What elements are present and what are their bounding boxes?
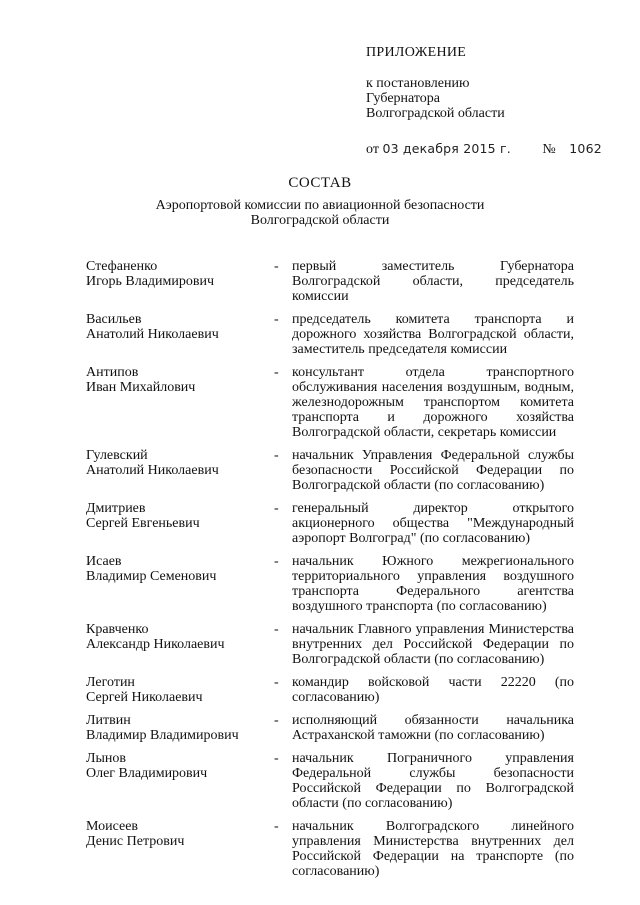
member-given-name: Сергей Николаевич bbox=[86, 690, 203, 705]
member-row bbox=[86, 554, 574, 614]
subtitle-line: Волгоградской области bbox=[250, 213, 390, 228]
member-surname: Исаев bbox=[86, 554, 122, 569]
member-name bbox=[86, 713, 274, 743]
members-list bbox=[86, 259, 574, 879]
member-role: начальник Главного управления Министерства внутренних дел Российской Федерации по Волгоградской области (по согласованию) bbox=[292, 622, 574, 667]
member-dash: - bbox=[274, 259, 279, 274]
member-given-name: Владимир Семенович bbox=[86, 569, 217, 584]
member-role: генеральный директор открытого акционерного общества "Международный аэропорт Волгоград" (по согласованию) bbox=[292, 501, 574, 546]
member-surname: Стефаненко bbox=[86, 259, 158, 274]
member-given-name: Александр Николаевич bbox=[86, 637, 225, 652]
appendix-block bbox=[366, 45, 616, 157]
member-given-name: Олег Владимирович bbox=[86, 766, 208, 781]
appendix-heading: ПРИЛОЖЕНИЕ bbox=[366, 45, 467, 60]
member-dash: - bbox=[274, 622, 279, 637]
member-name bbox=[86, 448, 274, 478]
member-role: начальник Южного межрегионального территориального управления воздушного транспорта Федерального агентства воздушного транспорта (по согласованию) bbox=[292, 554, 574, 614]
member-given-name: Анатолий Николаевич bbox=[86, 463, 219, 478]
member-row bbox=[86, 365, 574, 440]
member-row bbox=[86, 259, 574, 304]
member-dash: - bbox=[274, 501, 279, 516]
appendix-line: к постановлению bbox=[366, 76, 470, 91]
member-dash: - bbox=[274, 751, 279, 766]
member-dash: - bbox=[274, 819, 279, 834]
member-name bbox=[86, 259, 274, 289]
number-value: 1062 bbox=[569, 141, 602, 156]
member-surname: Леготин bbox=[86, 675, 135, 690]
member-row bbox=[86, 622, 574, 667]
member-surname: Васильев bbox=[86, 312, 142, 327]
subtitle-line: Аэропортовой комиссии по авиационной безопасности bbox=[155, 198, 485, 213]
member-name bbox=[86, 365, 274, 395]
member-row bbox=[86, 713, 574, 743]
member-dash: - bbox=[274, 675, 279, 690]
member-given-name: Иван Михайлович bbox=[86, 380, 196, 395]
member-row bbox=[86, 312, 574, 357]
member-name bbox=[86, 312, 274, 342]
member-surname: Дмитриев bbox=[86, 501, 146, 516]
member-surname: Литвин bbox=[86, 713, 131, 728]
member-row bbox=[86, 448, 574, 493]
appendix-date-line bbox=[366, 141, 616, 157]
member-surname: Кравченко bbox=[86, 622, 149, 637]
member-role: командир войсковой части 22220 (по согласованию) bbox=[292, 675, 574, 705]
member-row bbox=[86, 819, 574, 879]
member-surname: Гулевский bbox=[86, 448, 148, 463]
document-subtitle bbox=[0, 198, 640, 228]
member-role: начальник Волгоградского линейного управления Министерства внутренних дел Российской Федерации на транспорте (по согласованию) bbox=[292, 819, 574, 879]
member-role: председатель комитета транспорта и дорожного хозяйства Волгоградской области, заместитель председателя комиссии bbox=[292, 312, 574, 357]
member-role: консультант отдела транспортного обслуживания населения воздушным, водным, железнодорожным транспортом комитета транспорта и дорожного хозяйства Волгоградской области, секретарь комиссии bbox=[292, 365, 574, 440]
number-sign: № bbox=[542, 142, 556, 157]
member-dash: - bbox=[274, 713, 279, 728]
appendix-line: Волгоградской области bbox=[366, 106, 505, 121]
member-name bbox=[86, 622, 274, 652]
member-row bbox=[86, 501, 574, 546]
appendix-line: Губернатора bbox=[366, 91, 441, 106]
member-name bbox=[86, 501, 274, 531]
member-dash: - bbox=[274, 312, 279, 327]
member-given-name: Игорь Владимирович bbox=[86, 274, 215, 289]
member-row bbox=[86, 751, 574, 811]
member-given-name: Сергей Евгеньевич bbox=[86, 516, 200, 531]
member-dash: - bbox=[274, 554, 279, 569]
member-given-name: Владимир Владимирович bbox=[86, 728, 239, 743]
member-given-name: Анатолий Николаевич bbox=[86, 327, 219, 342]
member-surname: Моисеев bbox=[86, 819, 139, 834]
member-role: начальник Управления Федеральной службы безопасности Российской Федерации по Волгоградской области (по согласованию) bbox=[292, 448, 574, 493]
member-surname: Лынов bbox=[86, 751, 127, 766]
member-name bbox=[86, 751, 274, 781]
member-dash: - bbox=[274, 365, 279, 380]
date-prefix: от bbox=[366, 142, 379, 157]
member-given-name: Денис Петрович bbox=[86, 834, 185, 849]
member-role: первый заместитель Губернатора Волгоградской области, председатель комиссии bbox=[292, 259, 574, 304]
member-dash: - bbox=[274, 448, 279, 463]
document-title: СОСТАВ bbox=[288, 175, 352, 191]
member-role: начальник Пограничного управления Федеральной службы безопасности Российской Федерации по Волгоградской области (по согласованию) bbox=[292, 751, 574, 811]
member-name bbox=[86, 554, 274, 584]
member-role: исполняющий обязанности начальника Астраханской таможни (по согласованию) bbox=[292, 713, 574, 743]
member-row bbox=[86, 675, 574, 705]
member-surname: Антипов bbox=[86, 365, 139, 380]
date-value: 03 декабря 2015 г. bbox=[382, 141, 511, 156]
member-name bbox=[86, 675, 274, 705]
member-name bbox=[86, 819, 274, 849]
